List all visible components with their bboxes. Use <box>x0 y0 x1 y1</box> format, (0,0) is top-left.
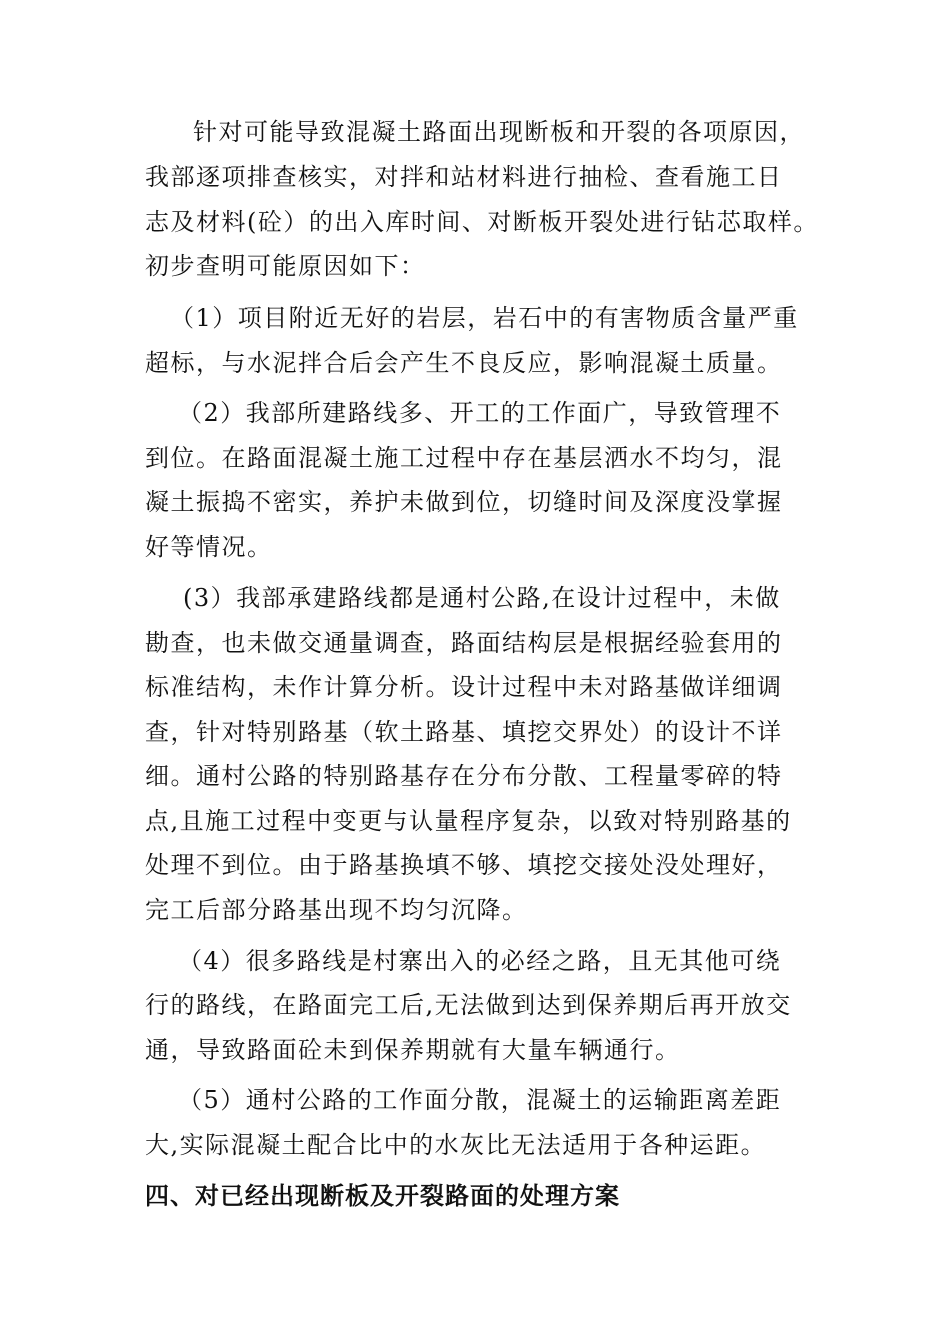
paragraph-4-line-5: 细。通村公路的特别路基存在分布分散、工程量零碎的特 <box>145 762 783 790</box>
paragraph-4-line-3: 标准结构，未作计算分析。设计过程中未对路基做详细调 <box>145 673 783 701</box>
paragraph-1-line-1: 针对可能导致混凝土路面出现断板和开裂的各项原因， <box>193 118 805 146</box>
paragraph-5-line-1: （4）很多路线是村寨出入的必经之路，且无其他可绕 <box>178 947 782 975</box>
paragraph-4-line-8: 完工后部分路基出现不均匀沉降。 <box>145 896 528 924</box>
paragraph-6-line-2: 大,实际混凝土配合比中的水灰比无法适用于各种运距。 <box>145 1131 767 1159</box>
paragraph-4-line-6: 点,且施工过程中变更与认量程序复杂，以致对特别路基的 <box>145 807 792 835</box>
paragraph-2-line-1: （1）项目附近无好的岩层，岩石中的有害物质含量严重 <box>170 304 799 332</box>
paragraph-3-line-4: 好等情况。 <box>145 533 273 561</box>
section-heading: 四、对已经出现断板及开裂路面的处理方案 <box>145 1182 620 1210</box>
paragraph-3-line-2: 到位。在路面混凝土施工过程中存在基层洒水不均匀，混 <box>145 444 783 472</box>
paragraph-1-line-4: 初步查明可能原因如下： <box>145 252 426 280</box>
paragraph-1-line-3: 志及材料(砼）的出入库时间、对断板开裂处进行钻芯取样。 <box>145 208 819 236</box>
paragraph-3-line-1: （2）我部所建路线多、开工的工作面广，导致管理不 <box>178 399 782 427</box>
paragraph-6-line-1: （5）通村公路的工作面分散，混凝土的运输距离差距 <box>178 1086 782 1114</box>
paragraph-3-line-3: 凝土振捣不密实，养护未做到位，切缝时间及深度没掌握 <box>145 488 783 516</box>
paragraph-2-line-2: 超标，与水泥拌合后会产生不良反应，影响混凝土质量。 <box>145 349 783 377</box>
paragraph-4-line-2: 勘查，也未做交通量调查，路面结构层是根据经验套用的 <box>145 629 783 657</box>
paragraph-4-line-7: 处理不到位。由于路基换填不够、填挖交接处没处理好， <box>145 851 783 879</box>
paragraph-5-line-2: 行的路线，在路面完工后,无法做到达到保养期后再开放交 <box>145 991 792 1019</box>
paragraph-4-line-1: (3）我部承建路线都是通村公路,在设计过程中，未做 <box>183 584 781 612</box>
paragraph-1-line-2: 我部逐项排查核实，对拌和站材料进行抽检、查看施工日 <box>145 163 783 191</box>
paragraph-5-line-3: 通，导致路面砼未到保养期就有大量车辆通行。 <box>145 1036 681 1064</box>
paragraph-4-line-4: 查，针对特别路基（软土路基、填挖交界处）的设计不详 <box>145 718 783 746</box>
